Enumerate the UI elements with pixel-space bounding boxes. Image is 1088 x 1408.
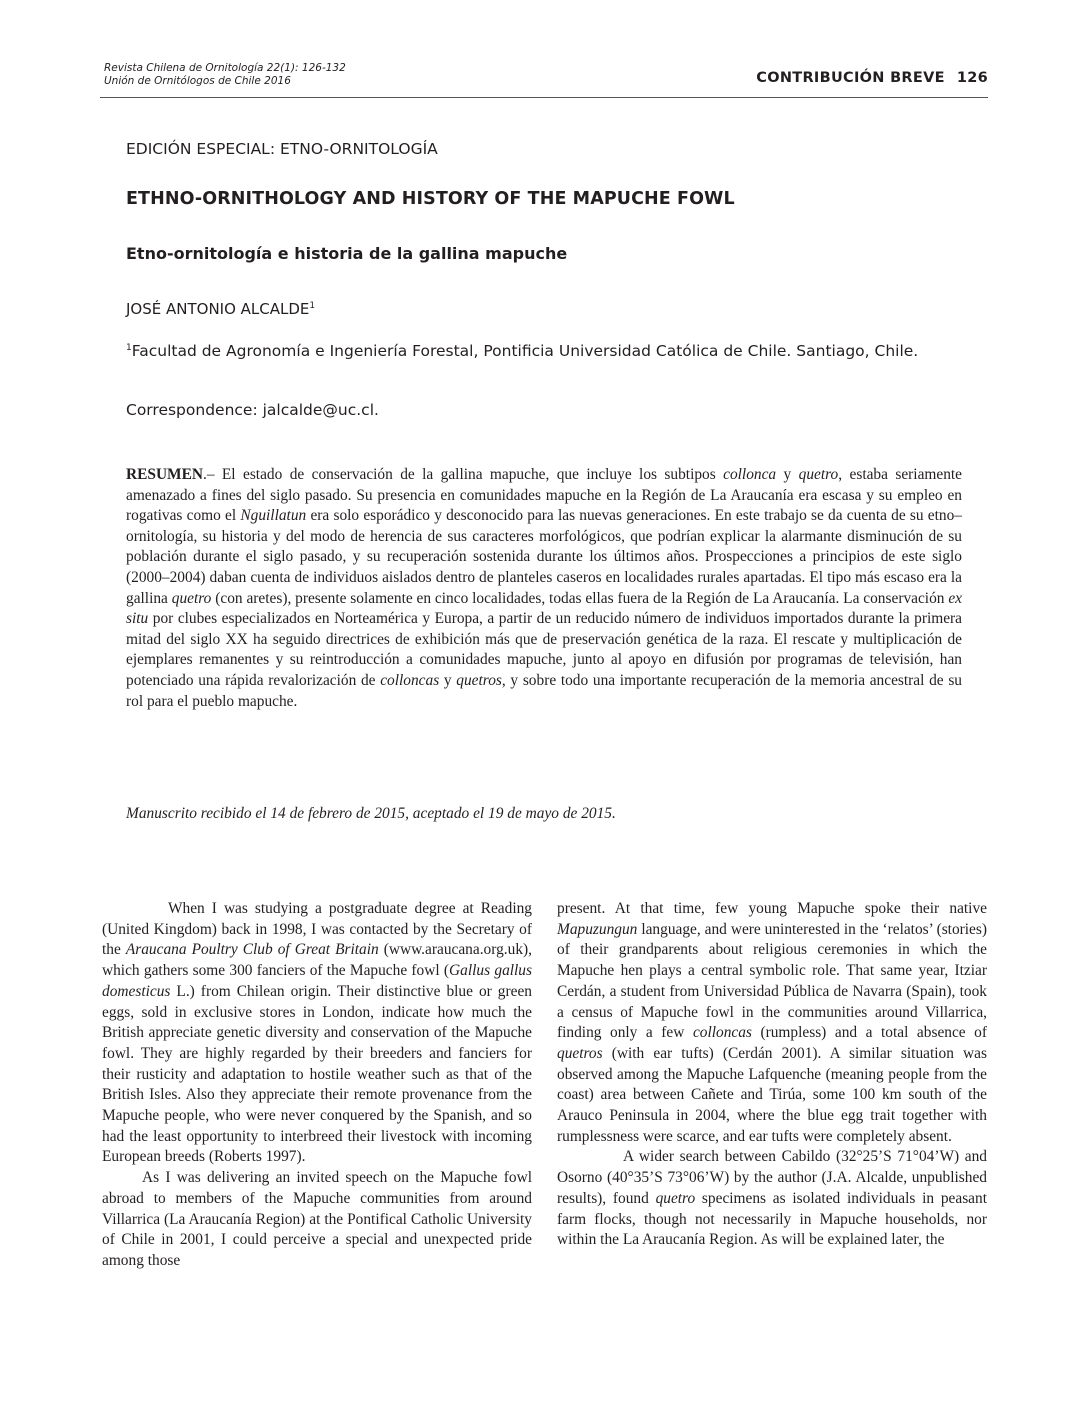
affiliation	[126, 340, 976, 362]
section-header	[756, 70, 988, 86]
abstract-text: y	[439, 671, 457, 689]
abstract-italic: ex situ	[126, 589, 962, 628]
abstract-italic: colloncas	[380, 671, 440, 689]
author-name: JOSÉ ANTONIO ALCALDE	[126, 300, 310, 318]
body-italic: Gallus gallus domesticus	[102, 962, 532, 1000]
body-paragraph	[102, 899, 532, 1168]
body-text: language, and were uninterested in the ‘relatos’ (stories) of their grandparents about religious ceremonies in which the Mapuche hen plays a central symbolic role. That same year, Itziar Cerdán, a student from Universidad Pública de Navarra (Spain), took a census of Mapuche fowl in the communities around Villarrica, finding only a few	[557, 920, 987, 1042]
article-subtitle: Etno-ornitología e historia de la gallina mapuche	[126, 244, 568, 263]
page-number: 126	[956, 70, 988, 86]
body-italic: Araucana Poultry Club of Great Britain	[125, 941, 379, 959]
body-text: specimens as isolated individuals in peasant farm flocks, though not necessarily in Mapuche households, nor within the La Araucanía Region. As will be explained later, the	[557, 1189, 987, 1249]
body-italic: colloncas	[692, 1024, 752, 1042]
body-text: When I was studying a postgraduate degree at Reading (United Kingdom) back in 1998, I was contacted by the Secretary of the	[102, 900, 532, 959]
affiliation-mark: 1	[126, 343, 132, 353]
body-paragraph: As I was delivering an invited speech on the Mapuche fowl abroad to members of the Mapuche communities from around Villarrica (La Araucanía Region) at the Pontifical Catholic University of Chile in 2001, I could perceive a special and unexpected pride among those	[102, 1169, 532, 1269]
abstract-italic: quetro	[171, 589, 212, 607]
body-paragraph	[557, 899, 987, 1147]
abstract-italic: quetro	[798, 466, 839, 483]
abstract-text: y	[776, 466, 799, 483]
manuscript-dates: Manuscrito recibido el 14 de febrero de 2015, aceptado el 19 de mayo de 2015.	[126, 805, 616, 822]
body-text: present. At that time, few young Mapuche spoke their native	[557, 900, 987, 917]
author-affiliation-mark: 1	[309, 301, 316, 311]
body-text: (rumpless) and a total absence of	[751, 1024, 987, 1042]
abstract	[126, 465, 962, 712]
journal-line-2: Unión de Ornitólogos de Chile 2016	[104, 75, 291, 87]
body-text: A wider search between Cabildo (32°25’S 71°04’W) and Osorno (40°35’S 73°06’W) by the author (J.A. Alcalde, unpublished results), found	[557, 1148, 987, 1207]
abstract-text: , estaba seriamente amenazado a fines del siglo pasado. Su presencia en comunidades mapuche en la Región de La Araucanía era escasa y su empleo en rogativas como el	[126, 466, 963, 525]
author-line	[126, 300, 315, 318]
abstract-label: RESUMEN	[126, 466, 203, 483]
header-divider	[100, 97, 988, 98]
abstract-italic: collonca	[723, 466, 777, 483]
article-title: ETHNO-ORNITHOLOGY AND HISTORY OF THE MAPUCHE FOWL	[126, 189, 735, 209]
body-text: (www.araucana.org.uk), which gathers some 300 fanciers of the Mapuche fowl (	[102, 941, 532, 980]
body-italic: quetros	[557, 1044, 603, 1062]
body-italic: Mapuzungun	[557, 920, 638, 938]
abstract-text: era solo esporádico y desconocido para las nuevas generaciones. En este trabajo se da cuenta de su etno–ornitología, su historia y del modo de herencia de sus caracteres morfológicos, que podrían explicar la alarmante disminución de su población durante el siglo pasado, y su recuperación sostenida durante los últimos años. Prospecciones a principios de este siglo (2000–2004) daban cuenta de individuos aislados dentro de planteles caseros en localidades rurales apartadas. El tipo más escaso era la gallina	[126, 507, 963, 607]
body-text: (with ear tufts) (Cerdán 2001). A similar situation was observed among the Mapuche Lafquenche (meaning people from the coast) area between Cañete and Tirúa, some 100 km south of the Arauco Peninsula in 2004, where the blue egg trait together with rumplessness were scarce, and ear tufts were completely absent.	[557, 1044, 987, 1145]
abstract-text: (con aretes), presente solamente en cinco localidades, todas ellas fuera de la Región de La Araucanía. La conservación	[211, 589, 949, 607]
abstract-italic: quetros	[456, 671, 502, 689]
body-italic: quetro	[655, 1189, 696, 1207]
correspondence-email: Correspondence: jalcalde@uc.cl.	[126, 401, 379, 419]
body-paragraph	[557, 1147, 987, 1251]
journal-citation	[104, 62, 346, 88]
section-label: CONTRIBUCIÓN BREVE	[756, 70, 945, 86]
abstract-text: por clubes especializados en Norteamérica y Europa, a partir de un reducido número de individuos importados durante la primera mitad del siglo XX ha seguido directrices de exhibición más que de preservación genética de la raza. El rescate y multiplicación de ejemplares remanentes y su reintroducción a comunidades mapuche, junto al apoyo en difusión por programas de televisión, han potenciado una rápida revalorización de	[126, 610, 962, 689]
body-column-left	[102, 899, 532, 1272]
body-text: L.) from Chilean origin. Their distinctive blue or green eggs, sold in exclusive stores in London, indicate how much the British appreciate genetic diversity and conservation of the Mapuche fowl. They are highly regarded by their breeders and fanciers for their rusticity and adaptation to hostile weather such as that of the British Isles. Also they appreciate their remote provenance from the Mapuche people, who were never conquered by the Spanish, and so had the least opportunity to interbreed their livestock with incoming European breeds (Roberts 1997).	[102, 982, 532, 1166]
body-column-right	[557, 899, 987, 1251]
affiliation-text: Facultad de Agronomía e Ingeniería Forestal, Pontificia Universidad Católica de Chile. Santiago, Chile.	[131, 342, 919, 360]
journal-line-1: Revista Chilena de Ornitología 22(1): 126-132	[104, 62, 346, 74]
special-edition-label: EDICIÓN ESPECIAL: ETNO-ORNITOLOGÍA	[126, 140, 438, 158]
abstract-text: , y sobre todo una importante recuperación de la memoria ancestral de su rol para el pueblo mapuche.	[126, 671, 962, 710]
abstract-italic: Nguillatun	[240, 507, 307, 525]
abstract-text: .– El estado de conservación de la gallina mapuche, que incluye los subtipos	[202, 466, 724, 483]
